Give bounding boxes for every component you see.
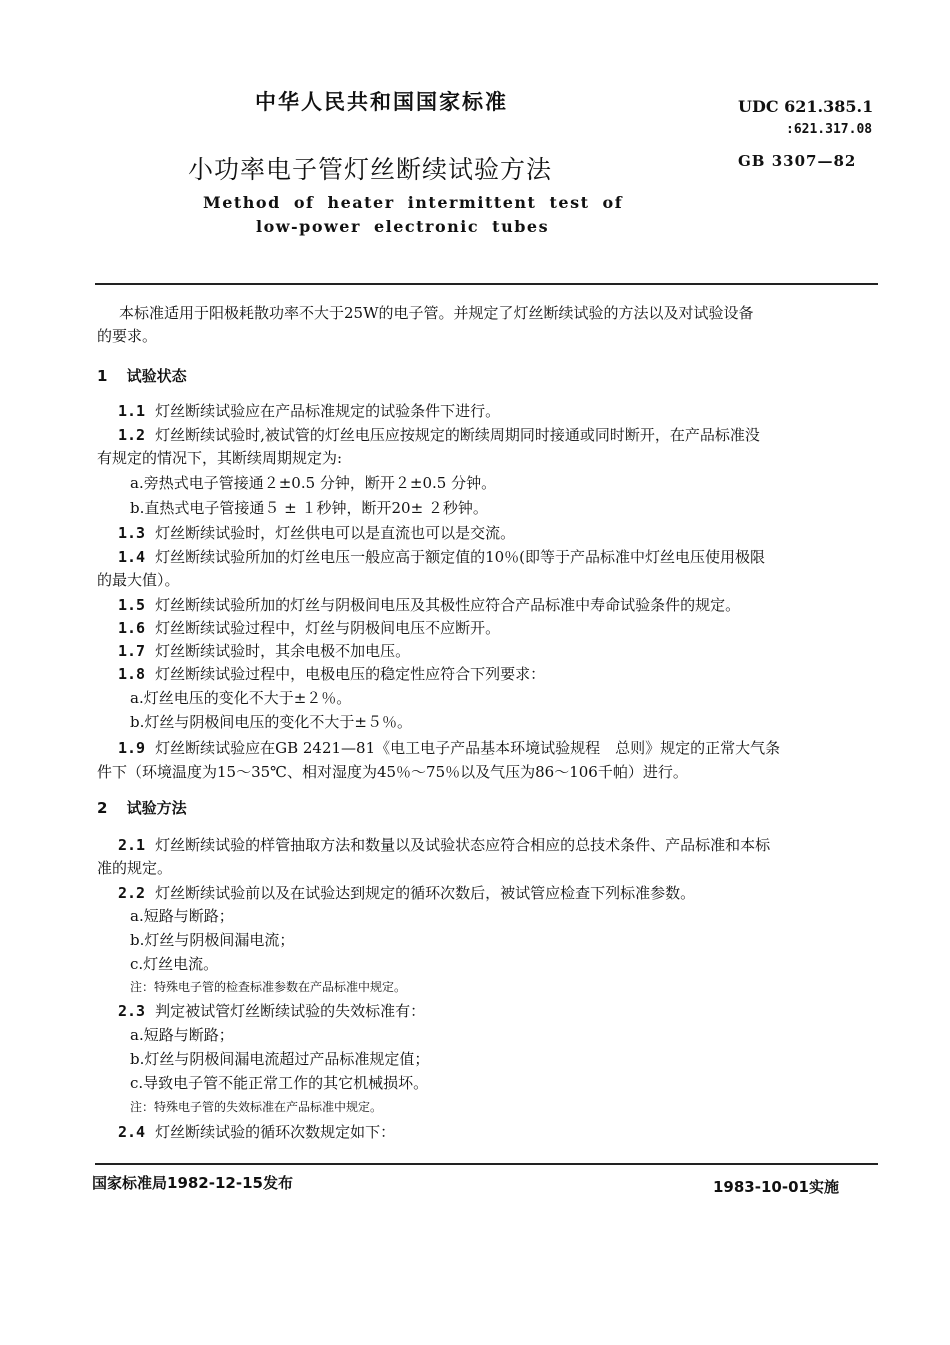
clause-text: 灯丝断续试验的样管抽取方法和数量以及试验状态应符合相应的总技术条件、产品标准和本标 bbox=[155, 836, 771, 854]
section-title: 试验状态 bbox=[126, 367, 187, 385]
clause-number: 1.2 bbox=[118, 426, 146, 444]
clause-2-3-a: a.短路与断路； bbox=[130, 1026, 234, 1044]
clause-1-5 bbox=[118, 594, 908, 617]
clause-1-2-b: b.直热式电子管接通５ ± １秒钟，断开20± ２秒钟。 bbox=[130, 499, 488, 517]
clause-text: 灯丝断续试验过程中，灯丝与阴极间电压不应断开。 bbox=[155, 619, 501, 637]
clause-1-2 bbox=[118, 424, 908, 447]
clause-1-9 bbox=[118, 737, 908, 760]
title-english-line1: Method of heater intermittent test of bbox=[203, 193, 624, 212]
clause-number: 1.8 bbox=[118, 665, 146, 683]
section-number: 1 bbox=[97, 367, 108, 385]
clause-2-2 bbox=[118, 882, 908, 905]
gb-number: GB 3307—82 bbox=[738, 152, 857, 170]
clause-1-3 bbox=[118, 522, 908, 545]
clause-2-4 bbox=[118, 1121, 908, 1144]
national-standard-heading: 中华人民共和国国家标准 bbox=[255, 90, 508, 114]
clause-text: 灯丝断续试验时，灯丝供电可以是直流也可以是交流。 bbox=[155, 524, 516, 542]
udc-number-continued: :621.317.08 bbox=[786, 122, 873, 137]
clause-1-4-continued: 的最大值）。 bbox=[97, 571, 180, 589]
note-2-3: 注：特殊电子管的失效标准在产品标准中规定。 bbox=[130, 1100, 383, 1114]
clause-text: 灯丝断续试验应在产品标准规定的试验条件下进行。 bbox=[155, 402, 501, 420]
issued-date: 国家标准局1982-12-15发布 bbox=[92, 1174, 293, 1192]
section-2-heading bbox=[97, 797, 887, 820]
clause-1-1 bbox=[118, 400, 908, 423]
clause-number: 2.4 bbox=[118, 1123, 146, 1141]
clause-number: 1.3 bbox=[118, 524, 146, 542]
clause-2-1 bbox=[118, 834, 908, 857]
clause-2-3-b: b.灯丝与阴极间漏电流超过产品标准规定值； bbox=[130, 1050, 430, 1068]
clause-2-2-b: b.灯丝与阴极间漏电流； bbox=[130, 931, 295, 949]
clause-text: 灯丝断续试验所加的灯丝与阴极间电压及其极性应符合产品标准中寿命试验条件的规定。 bbox=[155, 596, 741, 614]
clause-number: 1.1 bbox=[118, 402, 146, 420]
clause-text: 灯丝断续试验应在GB 2421—81《电工电子产品基本环境试验规程 总则》规定的正常大气条 bbox=[155, 739, 781, 757]
clause-text: 判定被试管灯丝断续试验的失效标准有： bbox=[155, 1002, 426, 1020]
clause-number: 1.9 bbox=[118, 739, 146, 757]
clause-text: 灯丝断续试验时，其余电极不加电压。 bbox=[155, 642, 411, 660]
clause-1-8-b: b.灯丝与阴极间电压的变化不大于±５％。 bbox=[130, 713, 412, 731]
intro-line1: 本标准适用于阳极耗散功率不大于25W的电子管。并规定了灯丝断续试验的方法以及对试验设备 bbox=[119, 304, 754, 322]
clause-number: 2.3 bbox=[118, 1002, 146, 1020]
clause-1-8-a: a.灯丝电压的变化不大于±２％。 bbox=[130, 689, 352, 707]
clause-number: 1.4 bbox=[118, 548, 146, 566]
note-2-2: 注：特殊电子管的检查标准参数在产品标准中规定。 bbox=[130, 980, 407, 994]
clause-1-4 bbox=[118, 546, 908, 569]
udc-number: UDC 621.385.1 bbox=[738, 97, 874, 116]
intro-line2: 的要求。 bbox=[97, 327, 158, 345]
clause-1-2-a: a.旁热式电子管接通２±0.5 分钟，断开２±0.5 分钟。 bbox=[130, 474, 497, 492]
clause-1-8 bbox=[118, 663, 908, 686]
clause-1-9-continued: 件下（环境温度为15～35℃、相对湿度为45％～75％以及气压为86～106千帕）进行。 bbox=[97, 763, 688, 781]
section-1-heading bbox=[97, 365, 887, 388]
clause-2-2-a: a.短路与断路； bbox=[130, 907, 234, 925]
clause-1-7 bbox=[118, 640, 908, 663]
clause-number: 1.5 bbox=[118, 596, 146, 614]
clause-1-2-continued: 有规定的情况下，其断续周期规定为: bbox=[97, 449, 343, 467]
clause-number: 1.6 bbox=[118, 619, 146, 637]
clause-text: 灯丝断续试验时,被试管的灯丝电压应按规定的断续周期同时接通或同时断开，在产品标准没 bbox=[155, 426, 760, 444]
clause-text: 灯丝断续试验的循环次数规定如下： bbox=[155, 1123, 396, 1141]
clause-2-2-c: c.灯丝电流。 bbox=[130, 955, 219, 973]
clause-text: 灯丝断续试验前以及在试验达到规定的循环次数后，被试管应检查下列标准参数。 bbox=[155, 884, 696, 902]
clause-2-3-c: c.导致电子管不能正常工作的其它机械损坏。 bbox=[130, 1074, 429, 1092]
clause-number: 2.1 bbox=[118, 836, 146, 854]
clause-number: 1.7 bbox=[118, 642, 146, 660]
title-chinese: 小功率电子管灯丝断续试验方法 bbox=[188, 155, 553, 184]
footer-rule bbox=[95, 1163, 878, 1165]
clause-text: 灯丝断续试验过程中，电极电压的稳定性应符合下列要求： bbox=[155, 665, 546, 683]
clause-text: 灯丝断续试验所加的灯丝电压一般应高于额定值的10％(即等于产品标准中灯丝电压使用极限 bbox=[155, 548, 766, 566]
clause-1-6 bbox=[118, 617, 908, 640]
clause-number: 2.2 bbox=[118, 884, 146, 902]
section-number: 2 bbox=[97, 799, 108, 817]
title-english-line2: low-power electronic tubes bbox=[256, 217, 550, 236]
clause-2-1-continued: 准的规定。 bbox=[97, 859, 173, 877]
effective-date: 1983-10-01实施 bbox=[713, 1178, 839, 1196]
clause-2-3 bbox=[118, 1000, 908, 1023]
header-rule bbox=[95, 283, 878, 285]
section-title: 试验方法 bbox=[126, 799, 187, 817]
